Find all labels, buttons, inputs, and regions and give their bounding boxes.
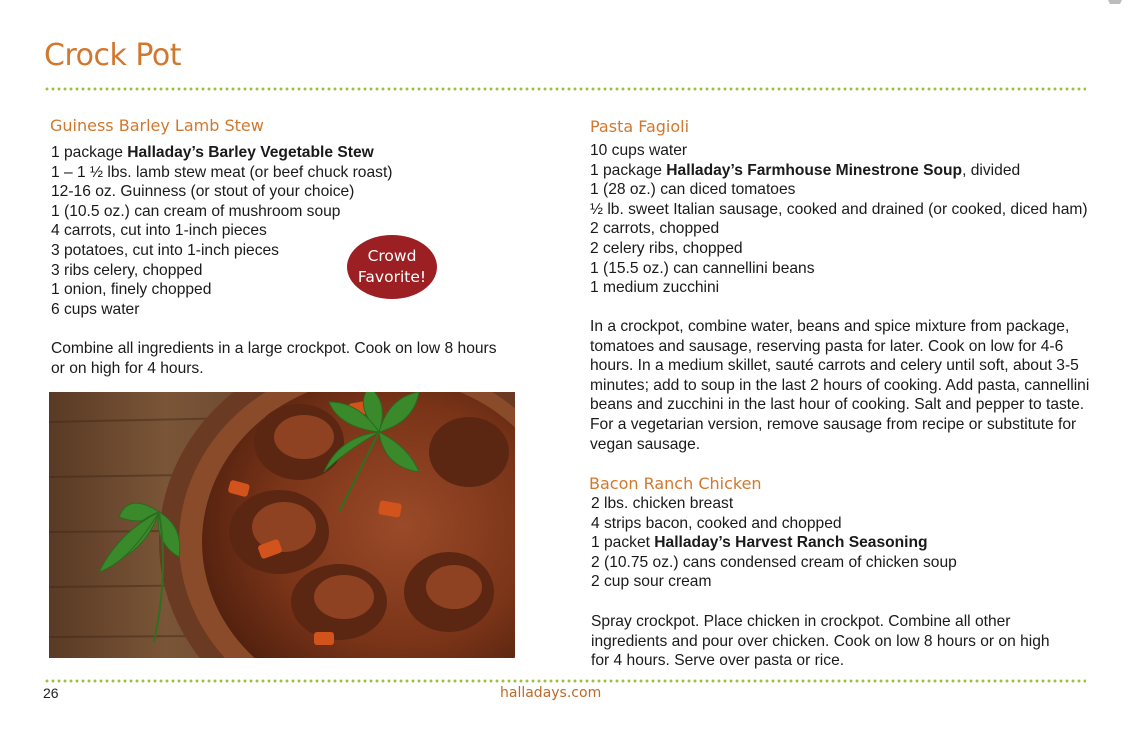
footer-website[interactable]: halladays.com bbox=[500, 685, 602, 701]
bottom-divider bbox=[44, 679, 1086, 683]
ingredient: 4 carrots, cut into 1-inch pieces bbox=[51, 222, 267, 240]
ingredient: ½ lb. sweet Italian sausage, cooked and drained (or cooked, diced ham) bbox=[590, 200, 1088, 218]
lamb-stew-ingredients bbox=[51, 143, 392, 319]
ingredient: 6 cups water bbox=[51, 300, 140, 318]
ingredient: 2 celery ribs, chopped bbox=[590, 239, 743, 257]
ingredient: 10 cups water bbox=[590, 142, 688, 159]
ingredient: 12-16 oz. Guinness (or stout of your choice) bbox=[51, 183, 355, 201]
ingredient: 1 (15.5 oz.) can cannellini beans bbox=[590, 259, 815, 277]
ingredient: 1 (10.5 oz.) can cream of mushroom soup bbox=[51, 202, 341, 220]
corner-mark bbox=[1108, 0, 1122, 4]
bacon-ranch-ingredients bbox=[591, 494, 957, 592]
ingredient: 3 potatoes, cut into 1-inch pieces bbox=[51, 241, 279, 259]
top-divider bbox=[44, 87, 1086, 91]
recipe-title-bacon-ranch-chicken: Bacon Ranch Chicken bbox=[589, 474, 762, 493]
pasta-fagioli-ingredients bbox=[590, 141, 1088, 298]
lamb-stew-directions: Combine all ingredients in a large crockpot. Cook on low 8 hours or on high for 4 hours. bbox=[51, 340, 497, 377]
ingredient: 2 (10.75 oz.) cans condensed cream of chicken soup bbox=[591, 553, 957, 571]
crowd-favorite-badge: Crowd Favorite! bbox=[347, 235, 437, 299]
ingredient: 1 – 1 ½ lbs. lamb stew meat (or beef chuck roast) bbox=[51, 163, 393, 181]
ingredient: 1 packet Halladay’s Harvest Ranch Seasoning bbox=[591, 534, 928, 552]
ingredient: 2 cup sour cream bbox=[591, 573, 712, 591]
ingredient: 4 strips bacon, cooked and chopped bbox=[591, 514, 842, 532]
pasta-fagioli-directions: In a crockpot, combine water, beans and spice mixture from package, tomatoes and sausage, reserving pasta for later. Cook on low for 4-6 hours. In a medium skillet, sauté carrots and celery until soft, about 3-5 minutes; add to soup in the last 2 hours of cooking. Add pasta, cannellini beans and zucchini in the last hour of cooking. Salt and pepper to taste. For a vegetarian version, remove sausage from recipe or substitute for vegan sausage. bbox=[590, 318, 1090, 453]
ingredient: 2 lbs. chicken breast bbox=[591, 495, 734, 512]
recipe-title-lamb-stew: Guiness Barley Lamb Stew bbox=[50, 116, 264, 135]
page-title: Crock Pot bbox=[44, 38, 182, 73]
stew-photo bbox=[49, 392, 515, 658]
ingredient: 1 (28 oz.) can diced tomatoes bbox=[590, 181, 796, 199]
ingredient: 1 package Halladay’s Farmhouse Minestrone Soup, divided bbox=[590, 161, 1021, 179]
bacon-ranch-directions: Spray crockpot. Place chicken in crockpot. Combine all other ingredients and pour over chicken. Cook on low 8 hours or on high for 4 hours. Serve over pasta or rice. bbox=[591, 613, 1050, 670]
ingredient: 2 carrots, chopped bbox=[590, 220, 720, 238]
ingredient: 1 onion, finely chopped bbox=[51, 281, 212, 299]
page-number: 26 bbox=[43, 685, 59, 701]
ingredient: 3 ribs celery, chopped bbox=[51, 261, 203, 279]
recipe-title-pasta-fagioli: Pasta Fagioli bbox=[590, 117, 690, 136]
ingredient: 1 package Halladay’s Barley Vegetable Stew bbox=[51, 144, 374, 161]
ingredient: 1 medium zucchini bbox=[590, 279, 720, 297]
